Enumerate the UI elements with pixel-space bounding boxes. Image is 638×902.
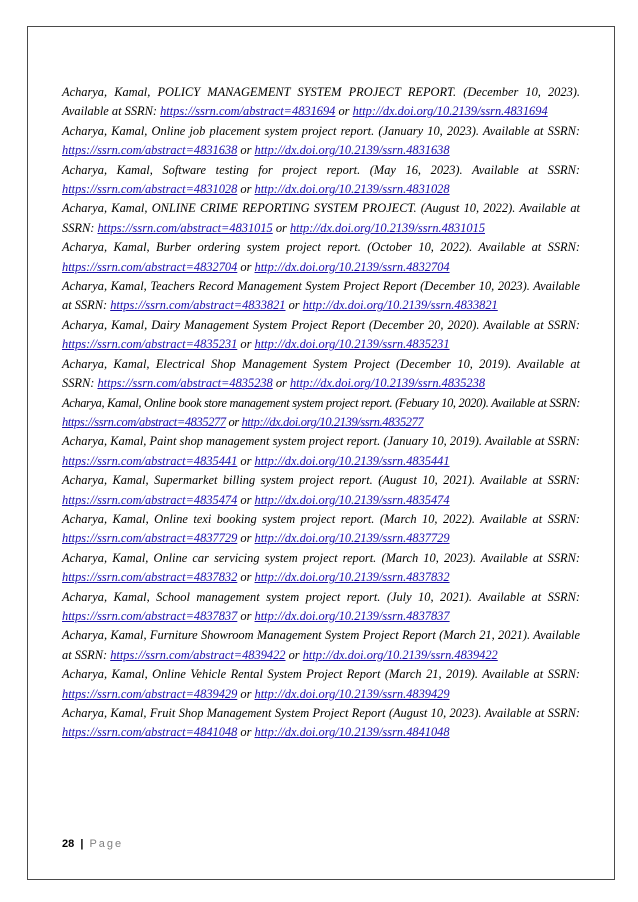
reference-entry (62, 626, 580, 665)
ssrn-link[interactable]: https://ssrn.com/abstract=4831015 (97, 220, 273, 235)
reference-text: Acharya, Kamal, Fruit Shop Management System Project Report (August 10, 2023). Available at SSRN: (62, 706, 580, 720)
doi-link[interactable]: http://dx.doi.org/10.2139/ssrn.4835238 (289, 376, 486, 391)
or-separator: or (237, 259, 255, 274)
reference-text: Acharya, Kamal, Online Vehicle Rental System Project Report (March 21, 2019). Available at SSRN: (62, 667, 580, 682)
or-separator: or (335, 104, 353, 119)
reference-entry (62, 122, 580, 161)
reference-entry (62, 161, 580, 200)
doi-link[interactable]: http://dx.doi.org/10.2139/ssrn.4831694 (352, 104, 548, 119)
doi-link[interactable]: http://dx.doi.org/10.2139/ssrn.4839429 (254, 686, 450, 701)
doi-link[interactable]: http://dx.doi.org/10.2139/ssrn.4837729 (254, 531, 450, 546)
reference-text: Acharya, Kamal, Online texi booking system project report. (March 10, 2022). Available at SSRN: (62, 511, 580, 526)
ssrn-link[interactable]: https://ssrn.com/abstract=4831028 (62, 182, 238, 197)
ssrn-link[interactable]: https://ssrn.com/abstract=4831694 (160, 104, 336, 119)
or-separator: or (237, 531, 255, 546)
footer-divider: | (80, 838, 84, 850)
doi-link[interactable]: http://dx.doi.org/10.2139/ssrn.4837832 (254, 570, 450, 585)
reference-text: Acharya, Kamal, Software testing for project report. (May 16, 2023). Available at SSRN: (62, 162, 580, 177)
reference-text: Acharya, Kamal, School management system project report. (July 10, 2021). Available at SSRN: (62, 589, 580, 604)
doi-link[interactable]: http://dx.doi.org/10.2139/ssrn.4833821 (302, 298, 498, 313)
or-separator: or (272, 376, 290, 391)
ssrn-link[interactable]: https://ssrn.com/abstract=4831638 (62, 143, 238, 158)
reference-list (62, 83, 580, 743)
or-separator: or (237, 686, 255, 701)
page-label: Page (89, 838, 124, 850)
ssrn-link[interactable]: https://ssrn.com/abstract=4835474 (62, 492, 238, 507)
reference-entry (62, 471, 580, 510)
reference-text: Acharya, Kamal, ONLINE CRIME REPORTING SYSTEM PROJECT. (August 10, 2022). Available at SSRN: (62, 201, 580, 235)
ssrn-link[interactable]: https://ssrn.com/abstract=4839429 (62, 686, 238, 701)
reference-entry (62, 83, 580, 122)
ssrn-link[interactable]: https://ssrn.com/abstract=4832704 (62, 259, 238, 274)
or-separator: or (237, 608, 255, 623)
page-number: 28 (62, 838, 75, 850)
or-separator: or (237, 143, 255, 158)
reference-entry (62, 510, 580, 549)
doi-link[interactable]: http://dx.doi.org/10.2139/ssrn.4837837 (254, 608, 450, 623)
reference-text: Acharya, Kamal, Online car servicing system project report. (March 10, 2023). Available at SSRN: (62, 550, 580, 565)
ssrn-link[interactable]: https://ssrn.com/abstract=4841048 (62, 725, 238, 740)
or-separator: or (237, 182, 255, 197)
doi-link[interactable]: http://dx.doi.org/10.2139/ssrn.4835277 (241, 414, 424, 429)
reference-text: Acharya, Kamal, Burber ordering system project report. (October 10, 2022). Available at SSRN: (62, 240, 580, 255)
ssrn-link[interactable]: https://ssrn.com/abstract=4833821 (110, 298, 286, 313)
reference-text: Acharya, Kamal, Online book store management system project report. (Febuary 10, 2020). Available at SSRN: (62, 395, 580, 410)
ssrn-link[interactable]: https://ssrn.com/abstract=4835238 (97, 376, 273, 391)
or-separator: or (237, 570, 255, 585)
reference-entry (62, 704, 580, 743)
doi-link[interactable]: http://dx.doi.org/10.2139/ssrn.4832704 (254, 259, 450, 274)
reference-entry (62, 199, 580, 238)
ssrn-link[interactable]: https://ssrn.com/abstract=4837729 (62, 531, 238, 546)
reference-text: Acharya, Kamal, Supermarket billing system project report. (August 10, 2021). Available at SSRN: (62, 473, 580, 488)
ssrn-link[interactable]: https://ssrn.com/abstract=4837832 (62, 570, 238, 585)
ssrn-link[interactable]: https://ssrn.com/abstract=4835277 (62, 414, 226, 429)
reference-entry (62, 355, 580, 394)
reference-entry (62, 394, 580, 433)
or-separator: or (225, 414, 242, 429)
or-separator: or (237, 492, 255, 507)
or-separator: or (237, 725, 255, 740)
doi-link[interactable]: http://dx.doi.org/10.2139/ssrn.4835441 (254, 453, 450, 468)
or-separator: or (285, 647, 303, 662)
ssrn-link[interactable]: https://ssrn.com/abstract=4835441 (62, 453, 238, 468)
reference-text: Acharya, Kamal, Paint shop management system project report. (January 10, 2019). Available at SSRN: (62, 434, 580, 449)
or-separator: or (237, 337, 255, 352)
reference-text: Acharya, Kamal, Online job placement system project report. (January 10, 2023). Available at SSRN: (62, 123, 580, 138)
reference-entry (62, 277, 580, 316)
reference-text: Acharya, Kamal, Electrical Shop Management System Project (December 10, 2019). Available at SSRN: (62, 356, 580, 391)
doi-link[interactable]: http://dx.doi.org/10.2139/ssrn.4831638 (254, 143, 450, 158)
reference-entry (62, 549, 580, 588)
ssrn-link[interactable]: https://ssrn.com/abstract=4839422 (110, 647, 286, 662)
doi-link[interactable]: http://dx.doi.org/10.2139/ssrn.4841048 (254, 725, 450, 740)
ssrn-link[interactable]: https://ssrn.com/abstract=4837837 (62, 608, 238, 623)
doi-link[interactable]: http://dx.doi.org/10.2139/ssrn.4835231 (254, 337, 450, 352)
or-separator: or (237, 453, 255, 468)
reference-text: Acharya, Kamal, Dairy Management System Project Report (December 20, 2020). Available at SSRN: (62, 317, 580, 332)
doi-link[interactable]: http://dx.doi.org/10.2139/ssrn.4835474 (254, 492, 450, 507)
doi-link[interactable]: http://dx.doi.org/10.2139/ssrn.4831015 (289, 220, 486, 235)
page-footer (62, 838, 123, 850)
or-separator: or (285, 298, 303, 313)
doi-link[interactable]: http://dx.doi.org/10.2139/ssrn.4839422 (302, 647, 498, 662)
reference-text: Acharya, Kamal, Teachers Record Management System Project Report (December 10, 2023). Available at SSRN: (62, 279, 580, 313)
reference-text: Acharya, Kamal, POLICY MANAGEMENT SYSTEM PROJECT REPORT. (December 10, 2023). Available at SSRN: (62, 85, 580, 119)
ssrn-link[interactable]: https://ssrn.com/abstract=4835231 (62, 337, 238, 352)
reference-text: Acharya, Kamal, Furniture Showroom Management System Project Report (March 21, 2021). Available at SSRN: (62, 628, 580, 662)
reference-entry (62, 665, 580, 704)
reference-entry (62, 238, 580, 277)
doi-link[interactable]: http://dx.doi.org/10.2139/ssrn.4831028 (254, 182, 450, 197)
or-separator: or (272, 220, 290, 235)
reference-entry (62, 316, 580, 355)
reference-entry (62, 432, 580, 471)
reference-entry (62, 588, 580, 627)
